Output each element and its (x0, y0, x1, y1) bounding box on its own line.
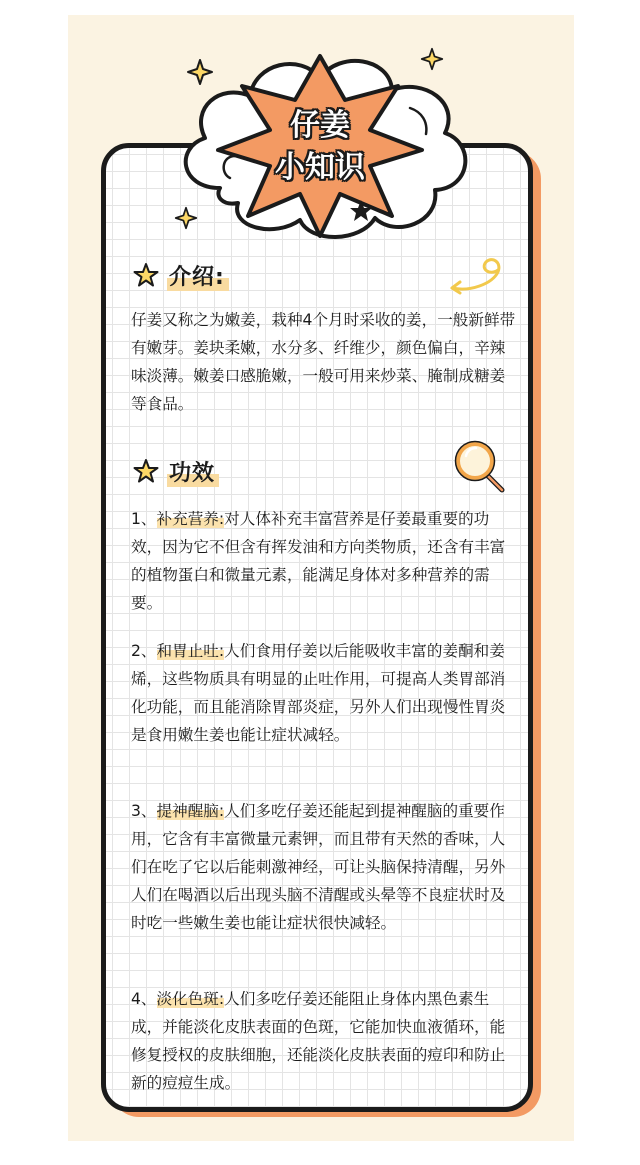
effect-title: 补充营养: (156, 510, 225, 528)
star-icon (133, 262, 159, 288)
effects-heading-label: 功效 (167, 456, 219, 487)
title-line-2: 小知识 (275, 150, 365, 185)
title-line-1: 仔姜 (290, 108, 350, 143)
effect-title: 和胃止吐: (156, 642, 225, 660)
effect-text: 人们多吃仔姜还能阻止身体内黑色素生成，并能淡化皮肤表面的色斑，它能加快血液循环，能修复授权的皮肤细胞，还能淡化皮肤表面的痘印和防止新的痘痘生成。 (131, 990, 506, 1092)
effect-num: 1、 (131, 510, 157, 528)
sparkle-icon (186, 58, 214, 86)
effect-item-3 (131, 797, 516, 937)
star-icon (133, 458, 159, 484)
effect-item-2 (131, 637, 516, 749)
intro-heading (133, 258, 229, 292)
effect-title: 淡化色斑: (156, 990, 225, 1008)
effect-title: 提神醒脑: (156, 802, 225, 820)
effects-heading (133, 454, 219, 488)
swirl-arrow-icon (446, 252, 508, 296)
sparkle-icon (174, 206, 198, 230)
intro-heading-label: 介绍: (167, 260, 229, 291)
effect-text: 对人体补充丰富营养是仔姜最重要的功效，因为它不但含有挥发油和方向类物质，还含有丰富的植物蛋白和微量元素，能满足身体对多种营养的需要。 (131, 510, 506, 612)
effect-num: 3、 (131, 802, 157, 820)
magnifier-icon (452, 436, 508, 496)
intro-text: 仔姜又称之为嫩姜，栽种4个月时采收的姜，一般新鲜带有嫩芽。姜块柔嫩，水分多、纤维少，颜色偏白，辛辣味淡薄。嫩姜口感脆嫩，一般可用来炒菜、腌制成糖姜等食品。 (131, 311, 516, 413)
effect-num: 4、 (131, 990, 157, 1008)
effect-item-1 (131, 505, 516, 617)
effect-text: 人们多吃仔姜还能起到提神醒脑的重要作用，它含有丰富微量元素钾，而且带有天然的香味，人们在吃了它以后能刺激神经，可让头脑保持清醒，另外人们在喝酒以后出现头脑不清醒或头晕等不良症状时及时吃一些嫩生姜也能让症状很快减轻。 (131, 802, 506, 932)
sparkle-icon (420, 47, 444, 71)
effect-item-4 (131, 985, 516, 1097)
effect-text: 人们食用仔姜以后能吸收丰富的姜酮和姜烯，这些物质具有明显的止吐作用，可提高人类胃部消化功能，而且能消除胃部炎症，另外人们出现慢性胃炎是食用嫩生姜也能让症状减轻。 (131, 642, 506, 744)
page-title (250, 105, 390, 189)
effect-num: 2、 (131, 642, 157, 660)
